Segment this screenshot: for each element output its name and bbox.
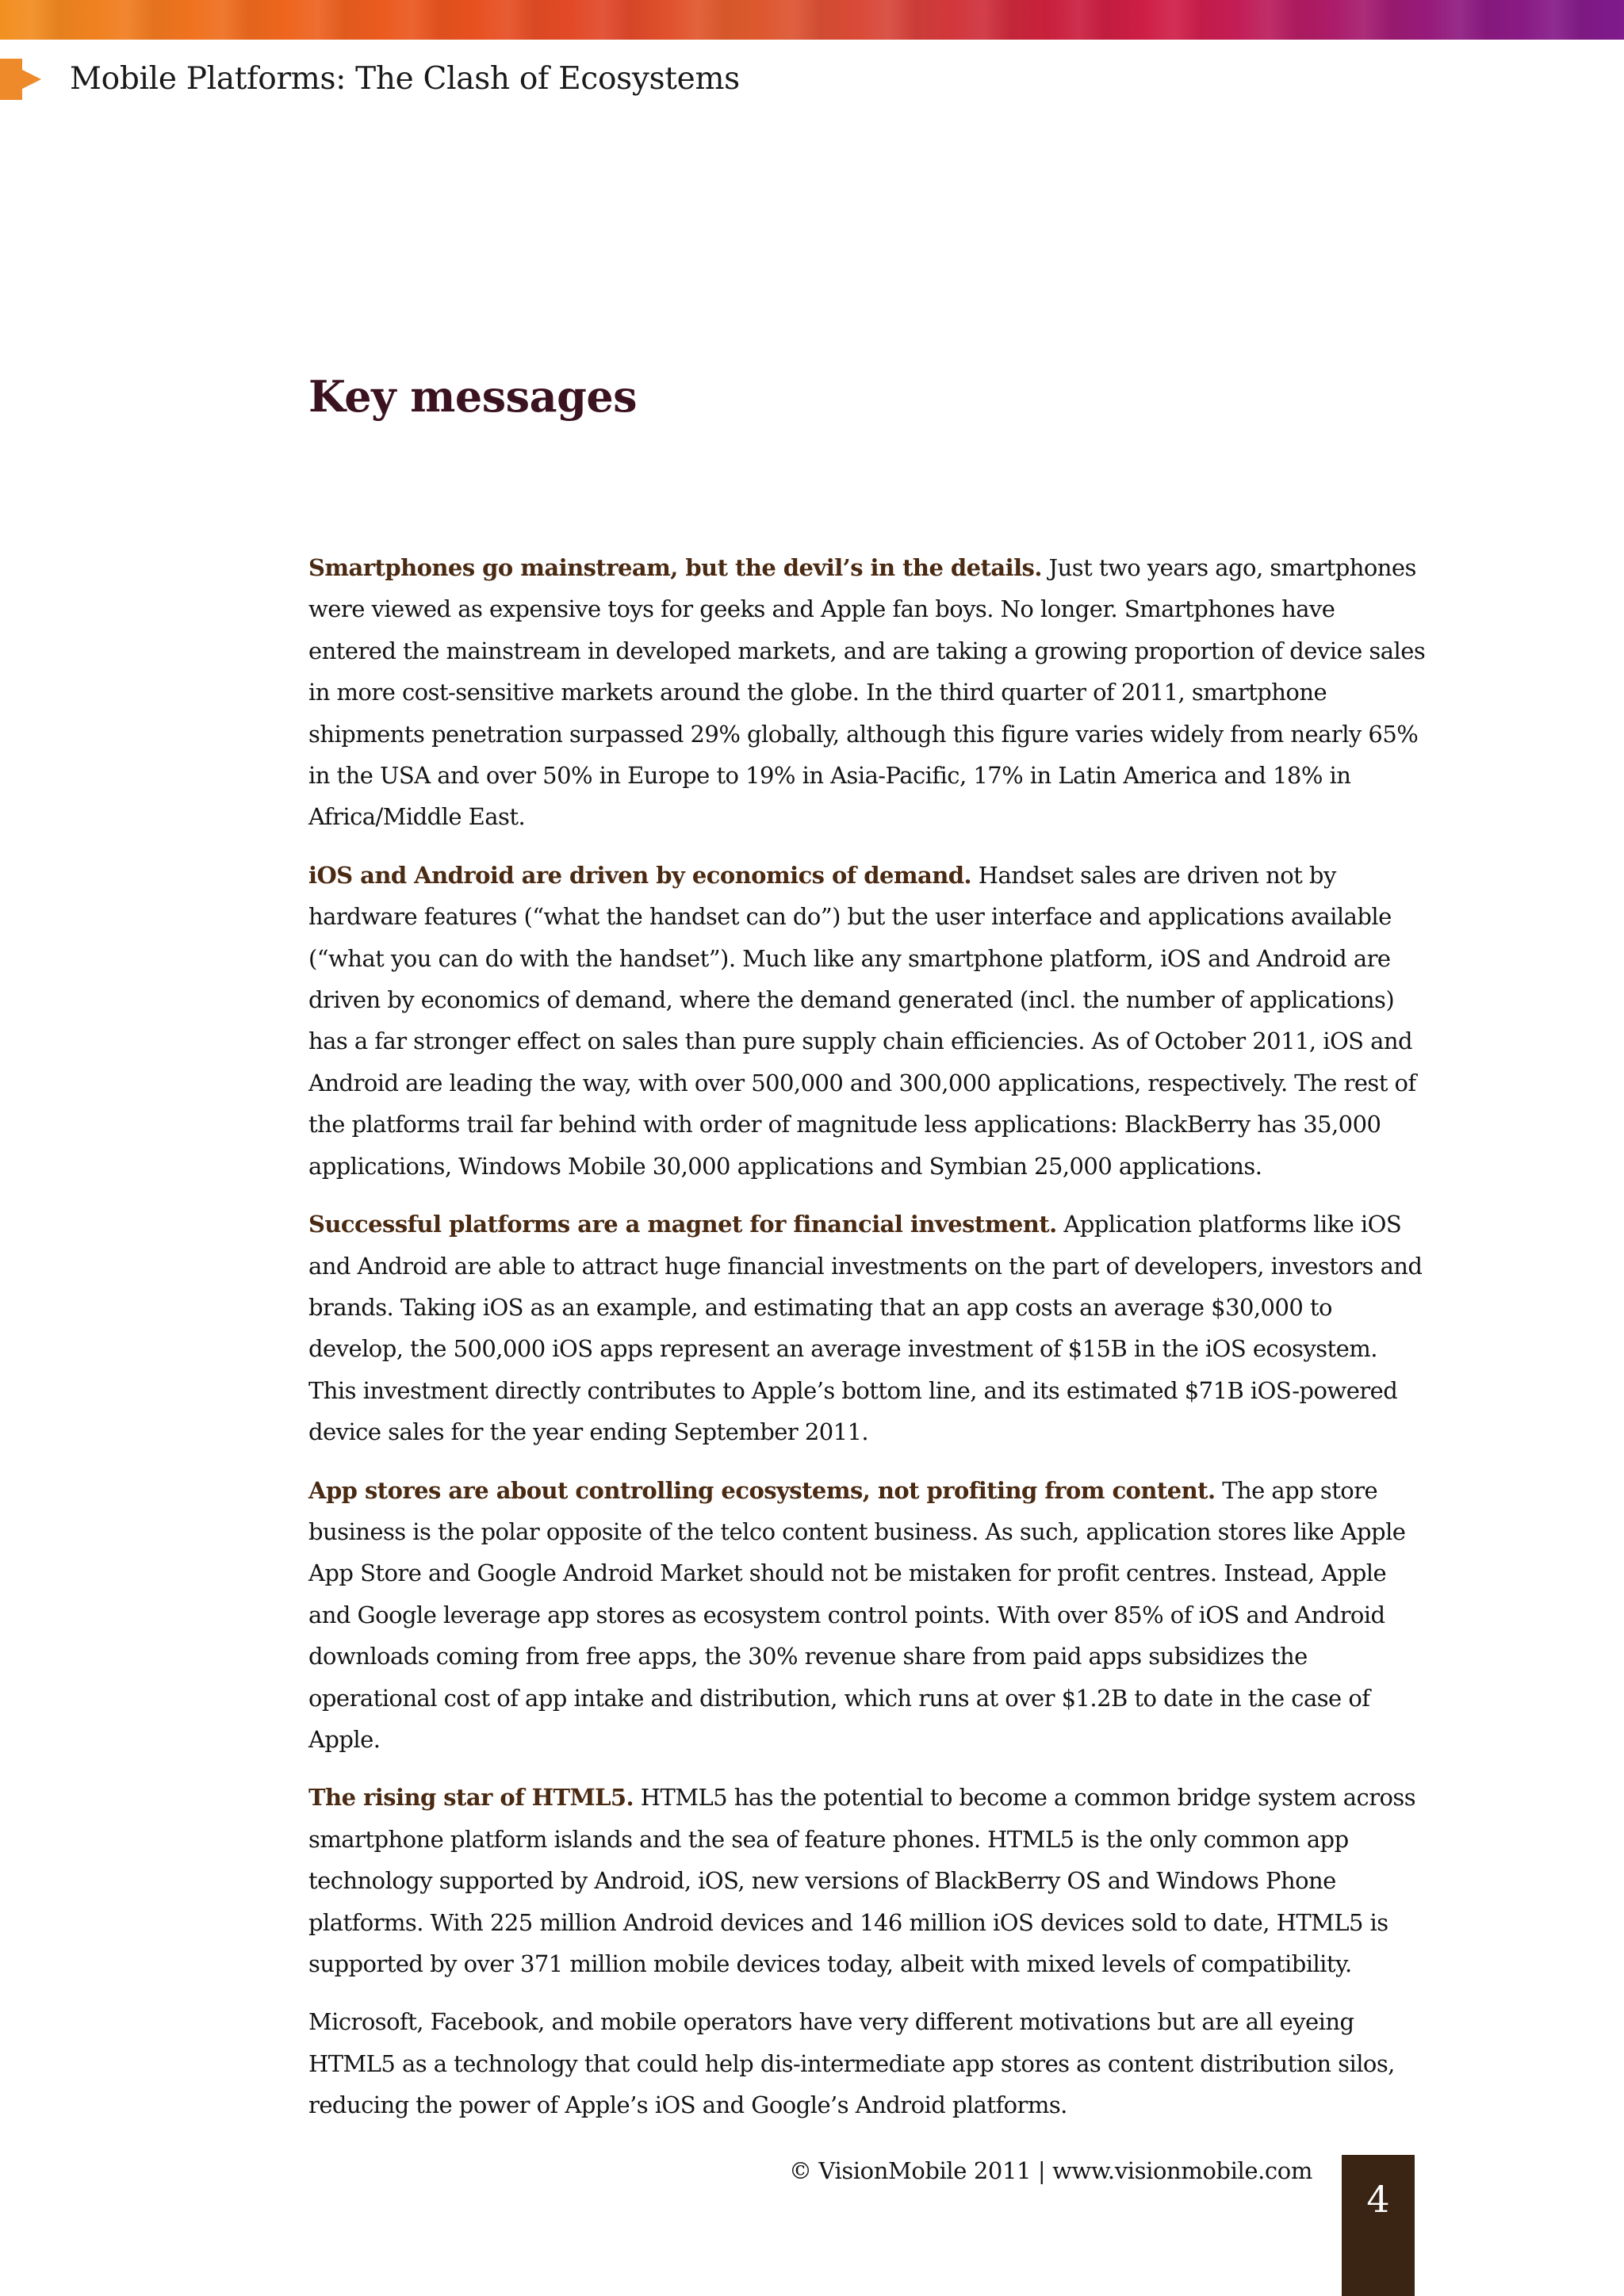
paragraph-body: The app store business is the polar opposite of the telco content business. As such, application stores like Apple App Store and Google Android Market should not be mistaken for profit centres. Instead, Apple and Google leverage app stores as ecosystem control points. With over 85% of iOS and Android downloads coming from free apps, the 30% revenue share from paid apps subsidizes the operational cost of app intake and distribution, which runs at over $1.2B to date in the case of Apple.	[308, 1476, 1406, 1753]
page-content	[308, 365, 1428, 2143]
paragraph-body: Handset sales are driven not by hardware features (“what the handset can do”) but the user interface and applications available (“what you can do with the handset”). Much like any smartphone platform, iOS and Android are driven by economics of demand, where the demand generated (incl. the number of applications) has a far stronger effect on sales than pure supply chain efficiencies. As of October 2011, iOS and Android are leading the way, with over 500,000 and 300,000 applications, respectively. The rest of the platforms trail far behind with order of magnitude less applications: BlackBerry has 35,000 applications, Windows Mobile 30,000 applications and Symbian 25,000 applications.	[308, 861, 1416, 1180]
paragraph-lead: App stores are about controlling ecosystems, not profiting from content.	[308, 1476, 1216, 1504]
document-title: Mobile Platforms: The Clash of Ecosystems	[70, 61, 740, 97]
paragraph-app-stores	[308, 1470, 1428, 1761]
header-arrow-icon	[0, 59, 41, 100]
paragraph-motivations	[308, 2001, 1428, 2126]
section-heading: Key messages	[308, 371, 638, 422]
footer-copyright: © VisionMobile 2011 | www.visionmobile.com	[789, 2157, 1312, 2184]
paragraph-lead: Successful platforms are a magnet for financial investment.	[308, 1211, 1057, 1238]
page-number: 4	[1366, 2178, 1390, 2221]
paragraph-financial-investment	[308, 1203, 1428, 1452]
paragraph-lead: The rising star of HTML5.	[308, 1784, 634, 1812]
header-band-texture	[0, 0, 1624, 40]
paragraph-smartphones-mainstream	[308, 547, 1428, 838]
paragraph-economics-of-demand	[308, 855, 1428, 1187]
page-number-box	[1342, 2155, 1415, 2296]
paragraph-lead: iOS and Android are driven by economics of demand.	[308, 861, 972, 889]
paragraph-body: HTML5 has the potential to become a common bridge system across smartphone platform islands and the sea of feature phones. HTML5 is the only common app technology supported by Android, iOS, new versions of BlackBerry OS and Windows Phone platforms. With 225 million Android devices and 146 million iOS devices sold to date, HTML5 is supported by over 371 million mobile devices today, albeit with mixed levels of compatibility.	[308, 1784, 1416, 1977]
paragraph-lead: Smartphones go mainstream, but the devil’s in the details.	[308, 554, 1042, 581]
paragraph-body: Just two years ago, smartphones were viewed as expensive toys for geeks and Apple fan boys. No longer. Smartphones have entered the mainstream in developed markets, and are taking a growing proportion of device sales in more cost-sensitive markets around the globe. In the third quarter of 2011, smartphone shipments penetration surpassed 29% globally, although this figure varies widely from nearly 65% in the USA and over 50% in Europe to 19% in Asia-Pacific, 17% in Latin America and 18% in Africa/Middle East.	[308, 554, 1426, 831]
paragraph-body: Application platforms like iOS and Android are able to attract huge financial investments on the part of developers, investors and brands. Taking iOS as an example, and estimating that an app costs an average $30,000 to develop, the 500,000 iOS apps represent an average investment of $15B in the iOS ecosystem. This investment directly contributes to Apple’s bottom line, and its estimated $71B iOS-powered device sales for the year ending September 2011.	[308, 1211, 1423, 1446]
paragraph-body: Microsoft, Facebook, and mobile operators have very different motivations but are all eyeing HTML5 as a technology that could help dis-intermediate app stores as content distribution silos, reducing the power of Apple’s iOS and Google’s Android platforms.	[308, 2008, 1395, 2119]
paragraph-html5	[308, 1777, 1428, 1984]
